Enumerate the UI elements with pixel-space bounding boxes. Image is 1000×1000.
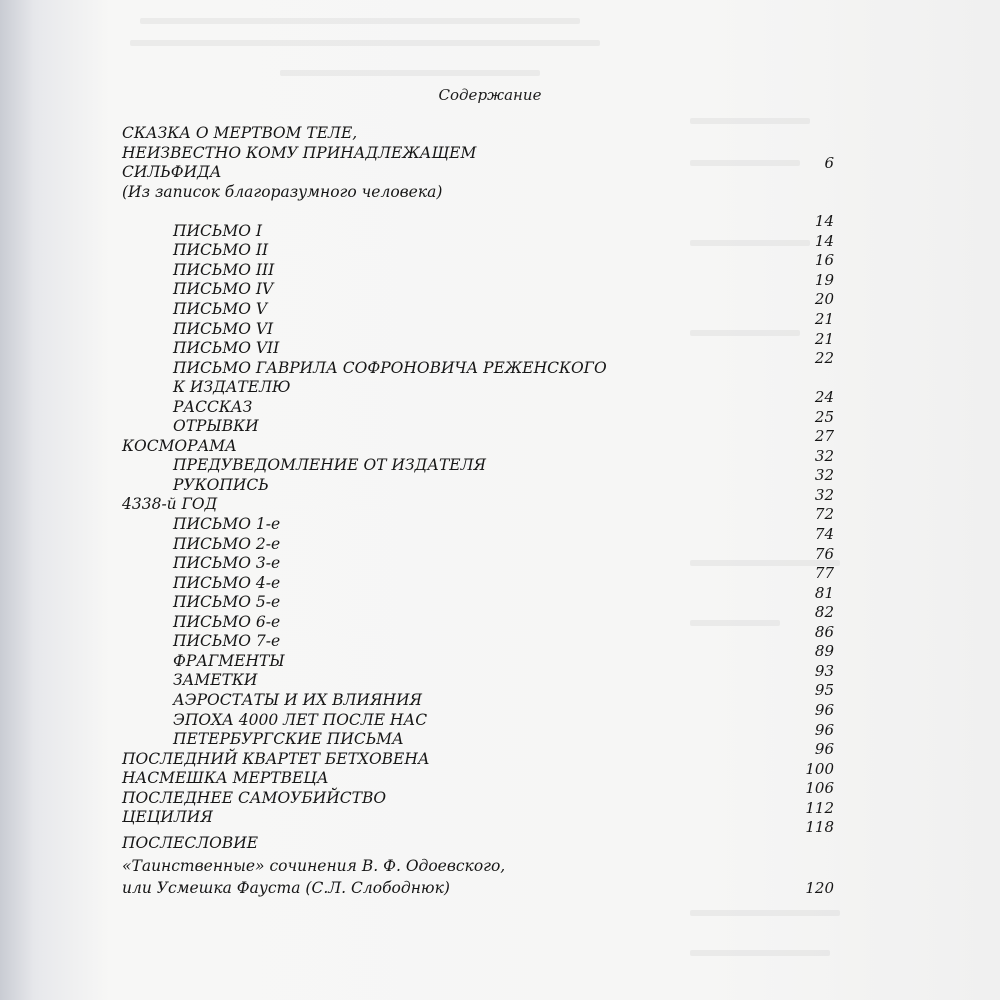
- toc-entry-page-number: 14: [814, 212, 834, 231]
- toc-entry-title: РАССКАЗ: [173, 397, 253, 416]
- toc-entry-title: ПИСЬМО I: [173, 221, 262, 240]
- toc-entry-title: ПЕТЕРБУРГСКИЕ ПИСЬМА: [173, 730, 404, 749]
- toc-entry-page-number: 20: [814, 290, 834, 309]
- toc-entry-title: ПИСЬМО III: [173, 260, 275, 279]
- toc-entry-page-number: 21: [814, 329, 834, 348]
- toc-entry-page-number: 100: [805, 759, 834, 778]
- toc-entry-page-number: 21: [814, 309, 834, 328]
- toc-entry-title: СИЛЬФИДА: [122, 163, 222, 182]
- toc-entry-title: РУКОПИСЬ: [173, 475, 269, 494]
- bleed-through-mark: [690, 910, 840, 916]
- toc-entry-page-number: 96: [814, 740, 834, 759]
- toc-entry-title: ПОСЛЕДНИЙ КВАРТЕТ БЕТХОВЕНА: [122, 749, 430, 768]
- bleed-through-mark: [690, 118, 810, 124]
- toc-entry-title: (Из записок благоразумного человека): [122, 182, 443, 201]
- toc-entry-title: ПИСЬМО VI: [173, 319, 274, 338]
- toc-entry-title: ПИСЬМО IV: [173, 280, 274, 299]
- toc-entry-page-number: 27: [814, 427, 834, 446]
- toc-entry-page-number: 24: [814, 388, 834, 407]
- toc-entry-title: К ИЗДАТЕЛЮ: [173, 378, 291, 397]
- toc-entry-title: ПИСЬМО 3-е: [173, 554, 281, 573]
- toc-entry-page-number: 77: [814, 564, 834, 583]
- toc-entry-title: ПИСЬМО V: [173, 299, 268, 318]
- toc-entry-page-number: 89: [814, 642, 834, 661]
- toc-entry-page-number: 106: [805, 779, 834, 798]
- toc-entry-title: 4338-й ГОД: [122, 495, 218, 514]
- bleed-through-mark: [280, 70, 540, 76]
- toc-entry-page-number: 86: [814, 622, 834, 641]
- toc-entry-title: ЭПОХА 4000 ЛЕТ ПОСЛЕ НАС: [173, 710, 428, 729]
- toc-entry-title: СКАЗКА О МЕРТВОМ ТЕЛЕ,: [122, 124, 358, 142]
- toc-entry-title: ПИСЬМО 4-е: [173, 573, 281, 592]
- toc-heading: Содержание: [438, 86, 542, 104]
- afterword-line: «Таинственные» сочинения В. Ф. Одоевского,: [122, 857, 506, 875]
- toc-entry-title: КОСМОРАМА: [122, 436, 237, 455]
- toc-entry-title: ПИСЬМО 2-е: [173, 534, 281, 553]
- toc-entry-page-number: 19: [814, 270, 834, 289]
- toc-entry-title: ПИСЬМО 1-е: [173, 515, 281, 533]
- toc-entry-page-number: 95: [814, 681, 834, 700]
- toc-entry-page-number: 32: [814, 485, 834, 504]
- toc-entry-page-number: 14: [814, 231, 834, 250]
- toc-entry-title: ФРАГМЕНТЫ: [173, 651, 285, 670]
- afterword-line: или Усмешка Фауста (С.Л. Слободнюк): [122, 879, 450, 897]
- toc-entry-title: ПИСЬМО VII: [173, 339, 280, 358]
- toc-entry-page-number: 6: [824, 153, 834, 172]
- toc-entry-page-number: 96: [814, 720, 834, 739]
- toc-entry-title: ПИСЬМО 6-е: [173, 612, 281, 631]
- toc-entry-title: ОТРЫВКИ: [173, 417, 259, 436]
- toc-entry-page-number: 32: [814, 466, 834, 485]
- toc-entry-title: ЗАМЕТКИ: [173, 671, 258, 690]
- toc-entry-page-number: 118: [805, 818, 834, 837]
- toc-entry-page-number: 82: [814, 603, 834, 622]
- toc-entry-title: ПРЕДУВЕДОМЛЕНИЕ ОТ ИЗДАТЕЛЯ: [173, 456, 487, 475]
- toc-entry-title: НЕИЗВЕСТНО КОМУ ПРИНАДЛЕЖАЩЕМ: [122, 143, 477, 162]
- toc-entry-page-number: 25: [814, 407, 834, 426]
- afterword-page-number: 120: [805, 879, 834, 897]
- toc-entry-title: ПИСЬМО 7-е: [173, 632, 281, 651]
- toc-entry-page-number: 74: [814, 525, 834, 543]
- toc-entry-page-number: 112: [805, 798, 834, 817]
- toc-entry-page-number: 72: [814, 505, 834, 524]
- toc-entry-title: ПИСЬМО II: [173, 241, 269, 260]
- toc-entry-page-number: 22: [814, 349, 834, 368]
- afterword-heading: ПОСЛЕСЛОВИЕ: [122, 834, 259, 852]
- toc-entry-title: НАСМЕШКА МЕРТВЕЦА: [122, 769, 329, 788]
- toc-entry-page-number: 76: [814, 544, 834, 563]
- toc-entry-title: ЦЕЦИЛИЯ: [122, 808, 213, 827]
- toc-entry-title: АЭРОСТАТЫ И ИХ ВЛИЯНИЯ: [173, 690, 423, 709]
- toc-entry-title: ПОСЛЕДНЕЕ САМОУБИЙСТВО: [122, 788, 387, 807]
- bleed-through-mark: [690, 620, 780, 626]
- bleed-through-mark: [130, 40, 600, 46]
- toc-entry-page-number: 93: [814, 661, 834, 680]
- toc-entry-title: ПИСЬМО 5-е: [173, 593, 281, 612]
- toc-entry-page-number: 16: [814, 251, 834, 270]
- toc-entry-title: ПИСЬМО ГАВРИЛА СОФРОНОВИЧА РЕЖЕНСКОГО: [173, 358, 607, 377]
- page-gutter-shadow: [0, 0, 32, 1000]
- toc-entry-page-number: 32: [814, 446, 834, 465]
- bleed-through-mark: [140, 18, 580, 24]
- toc-entry-page-number: 96: [814, 700, 834, 719]
- toc-entry-page-number: 81: [814, 583, 834, 602]
- bleed-through-mark: [690, 950, 830, 956]
